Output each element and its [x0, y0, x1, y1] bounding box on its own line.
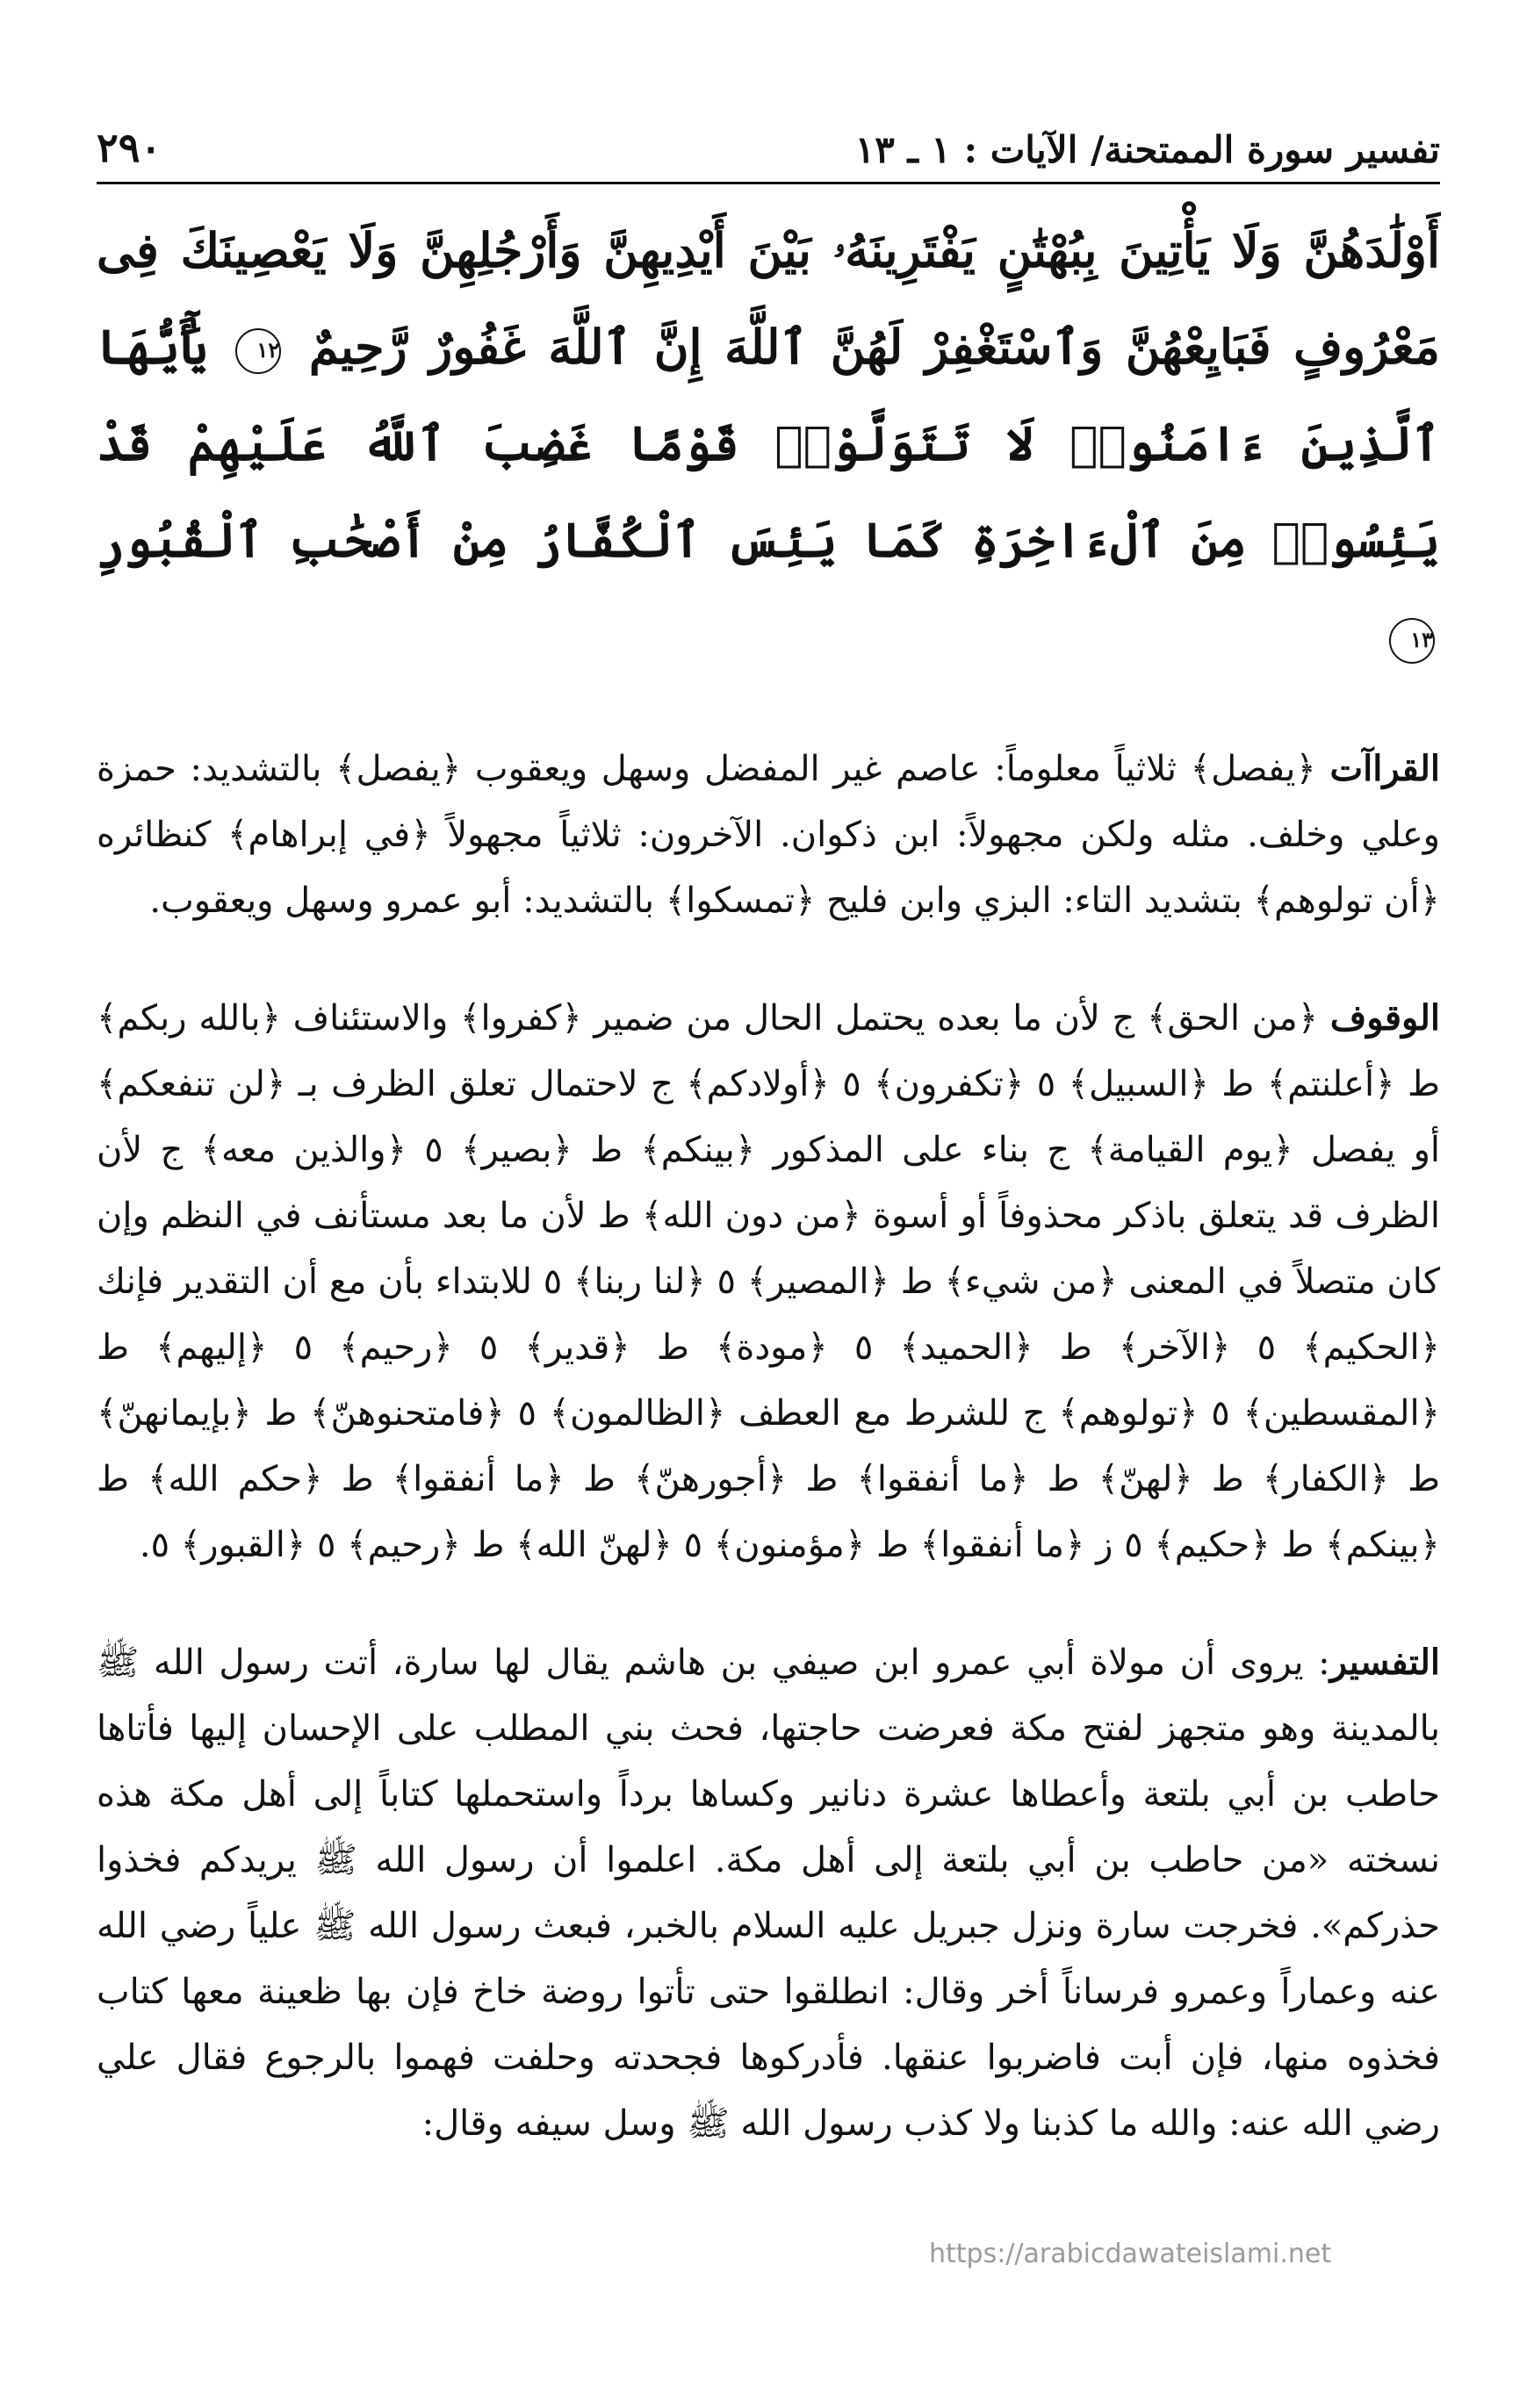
verse-text: يَٰٓأَيُّهَا ٱلَّذِينَ ءَامَنُوا۟ لَا تَتَوَلَّوْا۟ قَوْمًا غَضِبَ ٱللَّهُ عَلَيْهِمْ قَدْ	[97, 319, 1440, 471]
ayah-number-marker: ١٢	[235, 328, 281, 374]
book-page	[97, 114, 1440, 2361]
paragraph-text: ﴿من الحق﴾ ج لأن ما بعده يحتمل الحال من ضمير ﴿كفروا﴾ والاستئناف ﴿بالله ربكم﴾ ط ﴿أعلنتم﴾ ط ﴿السبيل﴾ ٥ ﴿تكفرون﴾ ٥ ﴿أولادكم﴾ ج لاحتمال تعلق الظرف بـ ﴿لن تنفعكم﴾ أو يفصل ﴿يوم القيامة﴾ ج بناء على المذكور ﴿بينكم﴾ ط ﴿بصير﴾ ٥ ﴿والذين معه﴾ ج لأن الظرف قد يتعلق باذكر محذوفاً أو أسوة ﴿من دون الله﴾ ط لأن ما بعد مستأنف في النظم وإن كان متصلاً في المعنى ﴿من شيء﴾ ط ﴿المصير﴾ ٥ ﴿لنا ربنا﴾ ٥ للابتداء بأن مع أن التقدير فإنك ﴿الحكيم﴾ ٥ ﴿الآخر﴾ ط ﴿الحميد﴾ ٥ ﴿مودة﴾ ط ﴿قدير﴾ ٥ ﴿رحيم﴾ ٥ ﴿إليهم﴾ ط ﴿المقسطين﴾ ٥ ﴿تولوهم﴾ ج للشرط مع العطف ﴿الظالمون﴾ ٥ ﴿فامتحنوهنّ﴾ ط ﴿بإيمانهنّ﴾ ط ﴿الكفار﴾ ط ﴿لهنّ﴾ ط ﴿ما أنفقوا﴾ ط ﴿أجورهنّ﴾ ط ﴿ما أنفقوا﴾ ط ﴿حكم الله﴾ ط ﴿بينكم﴾ ط ﴿حكيم﴾ ٥ ز ﴿ما أنفقوا﴾ ط ﴿مؤمنون﴾ ٥ ﴿لهنّ الله﴾ ط ﴿رحيم﴾ ٥ ﴿القبور﴾ ٥.	[97, 998, 1441, 1565]
paragraph-text: : يروى أن مولاة أبي عمرو ابن صيفي بن هاشم يقال لها سارة، أتت رسول الله ﷺ بالمدينة وهو متجهز لفتح مكة فعرضت حاجتها، فحث بني المطلب على الإحسان إليها فأتاها حاطب بن أبي بلتعة وأعطاها عشرة دنانير وكساها برداً واستحملها كتاباً إلى أهل مكة هذه نسخته «من حاطب بن أبي بلتعة إلى أهل مكة. اعلموا أن رسول الله ﷺ يريدكم فخذوا حذركم». فخرجت سارة ونزل جبريل عليه السلام بالخبر، فبعث رسول الله ﷺ علياً رضي الله عنه وعماراً وعمرو فرساناً أخر وقال: انطلقوا حتى تأتوا روضة خاخ فإن بها ظعينة معها كتاب فخذوه منها، فإن أبت فاضربوا عنقها. فأدركوها فجحدته وحلفت فهموا بالرجوع فقال علي رضي الله عنه: والله ما كذبنا ولا كذب رسول الله ﷺ وسل سيفه وقال:	[97, 1642, 1441, 2144]
ayah-number-marker: ١٣	[1389, 618, 1435, 664]
verse-text: يَئِسُوا۟ مِنَ ٱلْءَاخِرَةِ كَمَا يَئِسَ ٱلْكُفَّارُ مِنْ أَصْحَٰبِ ٱلْقُبُورِ	[97, 512, 1440, 568]
wuquf-paragraph	[97, 985, 1440, 1578]
section-label: الوقوف	[1329, 997, 1441, 1039]
running-title: تفسير سورة الممتحنة/ الآيات : ١ ـ ١٣	[854, 128, 1440, 171]
section-label: التفسير	[1329, 1642, 1440, 1683]
verse-text: أَوْلَٰدَهُنَّ وَلَا يَأْتِينَ بِبُهْتَٰنٍ يَفْتَرِينَهُۥ بَيْنَ أَيْدِيهِنَّ وَأَرْجُلِهِنَّ وَلَا يَعْصِينَكَ فِى مَعْرُوفٍ فَبَايِعْهُنَّ	[97, 222, 1440, 375]
section-label: القراآت	[1329, 748, 1440, 789]
source-watermark: https://arabicdawateislami.net	[929, 2239, 1332, 2269]
qiraat-paragraph	[97, 736, 1440, 934]
page-number: ٢٩٠	[97, 124, 162, 171]
paragraph-text: ﴿يفصل﴾ ثلاثياً معلوماً: عاصم غير المفضل وسهل ويعقوب ﴿يفصل﴾ بالتشديد: حمزة وعلي وخلف. مثله ولكن مجهولاً: ابن ذكوان. الآخرون: ثلاثياً مجهولاً ﴿في إبراهام﴾ كنظائره ﴿أن تولوهم﴾ بتشديد التاء: البزي وابن فليح ﴿تمسكوا﴾ بالتشديد: أبو عمرو وسهل ويعقوب.	[97, 749, 1440, 921]
page-header	[97, 114, 1440, 184]
tafsir-paragraph	[97, 1629, 1440, 2157]
verse-text: وَٱسْتَغْفِرْ لَهُنَّ ٱللَّهَ إِنَّ ٱللَّهَ غَفُورٌ رَّحِيمٌ	[308, 319, 1104, 375]
quran-verses	[97, 202, 1440, 685]
